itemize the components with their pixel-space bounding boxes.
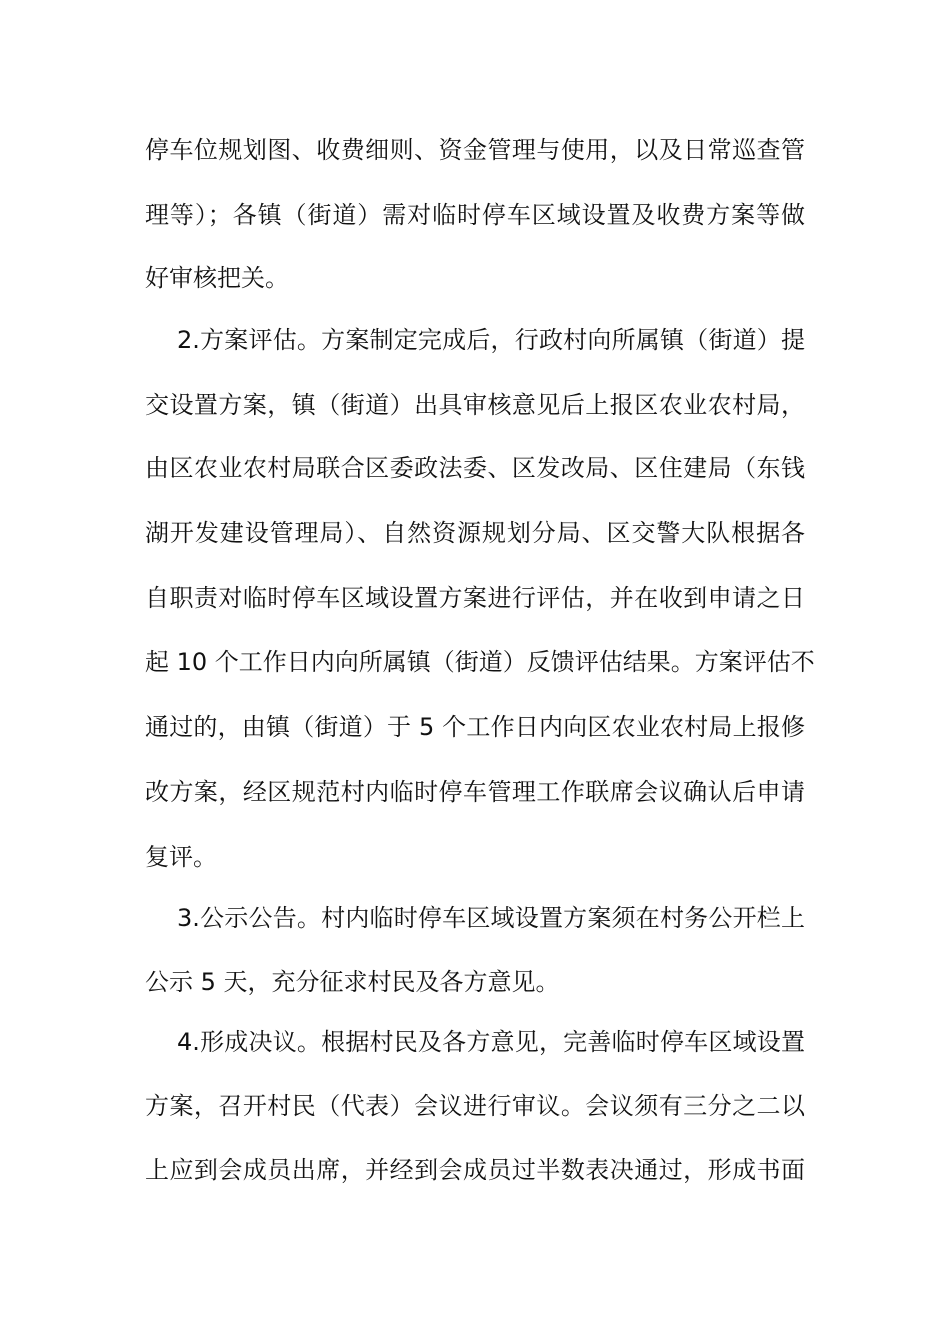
text-line: 复评。 <box>145 843 217 871</box>
text-line: 方案，召开村民（代表）会议进行审议。会议须有三分之二以 <box>145 1092 805 1120</box>
text-line: 停车位规划图、收费细则、资金管理与使用，以及日常巡查管 <box>145 136 805 164</box>
text-line: 由区农业农村局联合区委政法委、区发改局、区住建局（东钱 <box>145 454 805 482</box>
text-line: 4.形成决议。根据村民及各方意见，完善临时停车区域设置 <box>177 1028 805 1056</box>
text-line: 公示 5 天，充分征求村民及各方意见。 <box>145 968 560 996</box>
text-line: 好审核把关。 <box>145 264 289 292</box>
text-line: 自职责对临时停车区域设置方案进行评估，并在收到申请之日 <box>145 584 805 612</box>
text-line: 起 10 个工作日内向所属镇（街道）反馈评估结果。方案评估不 <box>145 648 815 676</box>
text-line: 交设置方案，镇（街道）出具审核意见后上报区农业农村局， <box>145 391 805 419</box>
text-line: 2.方案评估。方案制定完成后，行政村向所属镇（街道）提 <box>177 326 805 354</box>
text-line: 上应到会成员出席，并经到会成员过半数表决通过，形成书面 <box>145 1156 805 1184</box>
text-line: 理等）；各镇（街道）需对临时停车区域设置及收费方案等做 <box>145 201 805 229</box>
text-line: 改方案，经区规范村内临时停车管理工作联席会议确认后申请 <box>145 778 805 806</box>
text-line: 湖开发建设管理局）、自然资源规划分局、区交警大队根据各 <box>145 519 805 547</box>
text-line: 3.公示公告。村内临时停车区域设置方案须在村务公开栏上 <box>177 904 805 932</box>
text-line: 通过的，由镇（街道）于 5 个工作日内向区农业农村局上报修 <box>145 713 805 741</box>
